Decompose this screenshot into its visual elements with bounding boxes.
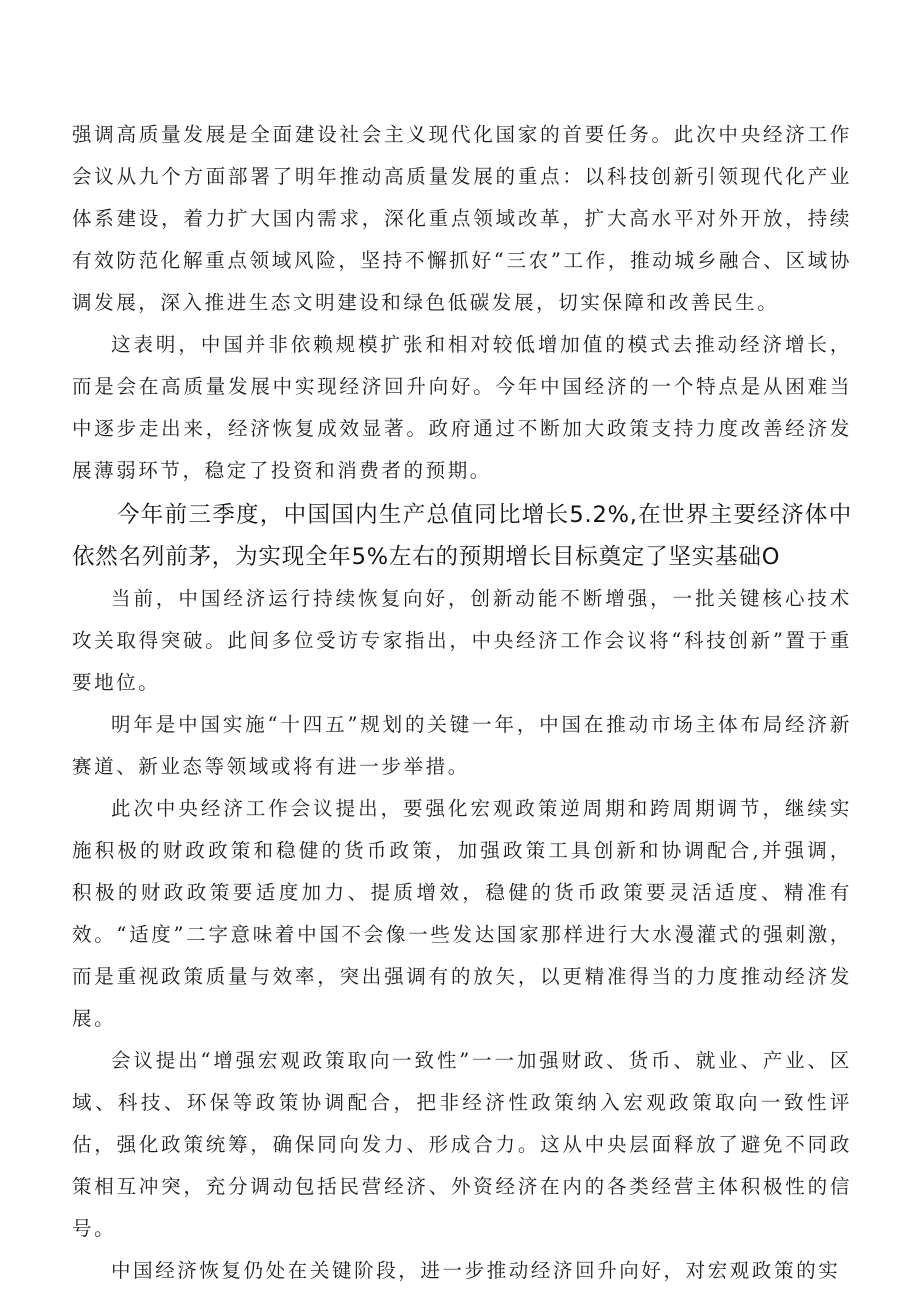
document-body <box>72 114 852 1292</box>
paragraph-macro-policy: 此次中央经济工作会议提出，要强化宏观政策逆周期和跨周期调节，继续实施积极的财政政策和稳健的货币政策，加强政策工具创新和协调配合,并强调，积极的财政政策要适度加力、提质增效，稳健的货币政策要灵活适度、精准有效。“适度”二字意味着中国不会像一些发达国家那样进行大水漫灌式的强刺激，而是重视政策质量与效率，突出强调有的放矢，以更精准得当的力度推动经济发展。 <box>72 797 852 1030</box>
paragraph-gdp-highlight: 今年前三季度，中国国内生产总值同比增长5.2%,在世界主要经济体中依然名列前茅，为实现全年5%左右的预期增长目标奠定了坚实基础O <box>72 502 852 570</box>
paragraph-five-year-plan: 明年是中国实施“十四五”规划的关键一年，中国在推动市场主体布局经济新赛道、新业态等领域或将有进一步举措。 <box>72 713 852 778</box>
paragraph-innovation: 当前，中国经济运行持续恢复向好，创新动能不断增强，一批关键核心技术攻关取得突破。此间多位受访专家指出，中央经济工作会议将“科技创新”置于重要地位。 <box>72 587 852 694</box>
paragraph-policy-consistency: 会议提出“增强宏观政策取向一致性”一一加强财政、货币、就业、产业、区域、科技、环保等政策协调配合，把非经济性政策纳入宏观政策取向一致性评估，强化政策统筹，确保同向发力、形成合力。这从中央层面释放了避免不同政策相互冲突，充分调动包括民营经济、外资经济在内的各类经营主体积极性的信号。 <box>72 1049 852 1240</box>
paragraph-recovery-stage: 中国经济恢复仍处在关键阶段，进一步推动经济回升向好，对宏观政策的实 <box>111 1259 841 1282</box>
paragraph-growth-model: 这表明，中国并非依赖规模扩张和相对较低增加值的模式去推动经济增长，而是会在高质量发展中实现经济回升向好。今年中国经济的一个特点是从困难当中逐步走出来，经济恢复成效显著。政府通过不断加大政策支持力度改善经济发展薄弱环节，稳定了投资和消费者的预期。 <box>72 333 852 482</box>
paragraph-high-quality-development: 强调高质量发展是全面建设社会主义现代化国家的首要任务。此次中央经济工作会议从九个方面部署了明年推动高质量发展的重点：以科技创新引领现代化产业体系建设，着力扩大国内需求，深化重点领域改革，扩大高水平对外开放，持续有效防范化解重点领域风险，坚持不懈抓好“三农”工作，推动城乡融合、区域协调发展，深入推进生态文明建设和绿色低碳发展，切实保障和改善民生。 <box>72 123 852 314</box>
